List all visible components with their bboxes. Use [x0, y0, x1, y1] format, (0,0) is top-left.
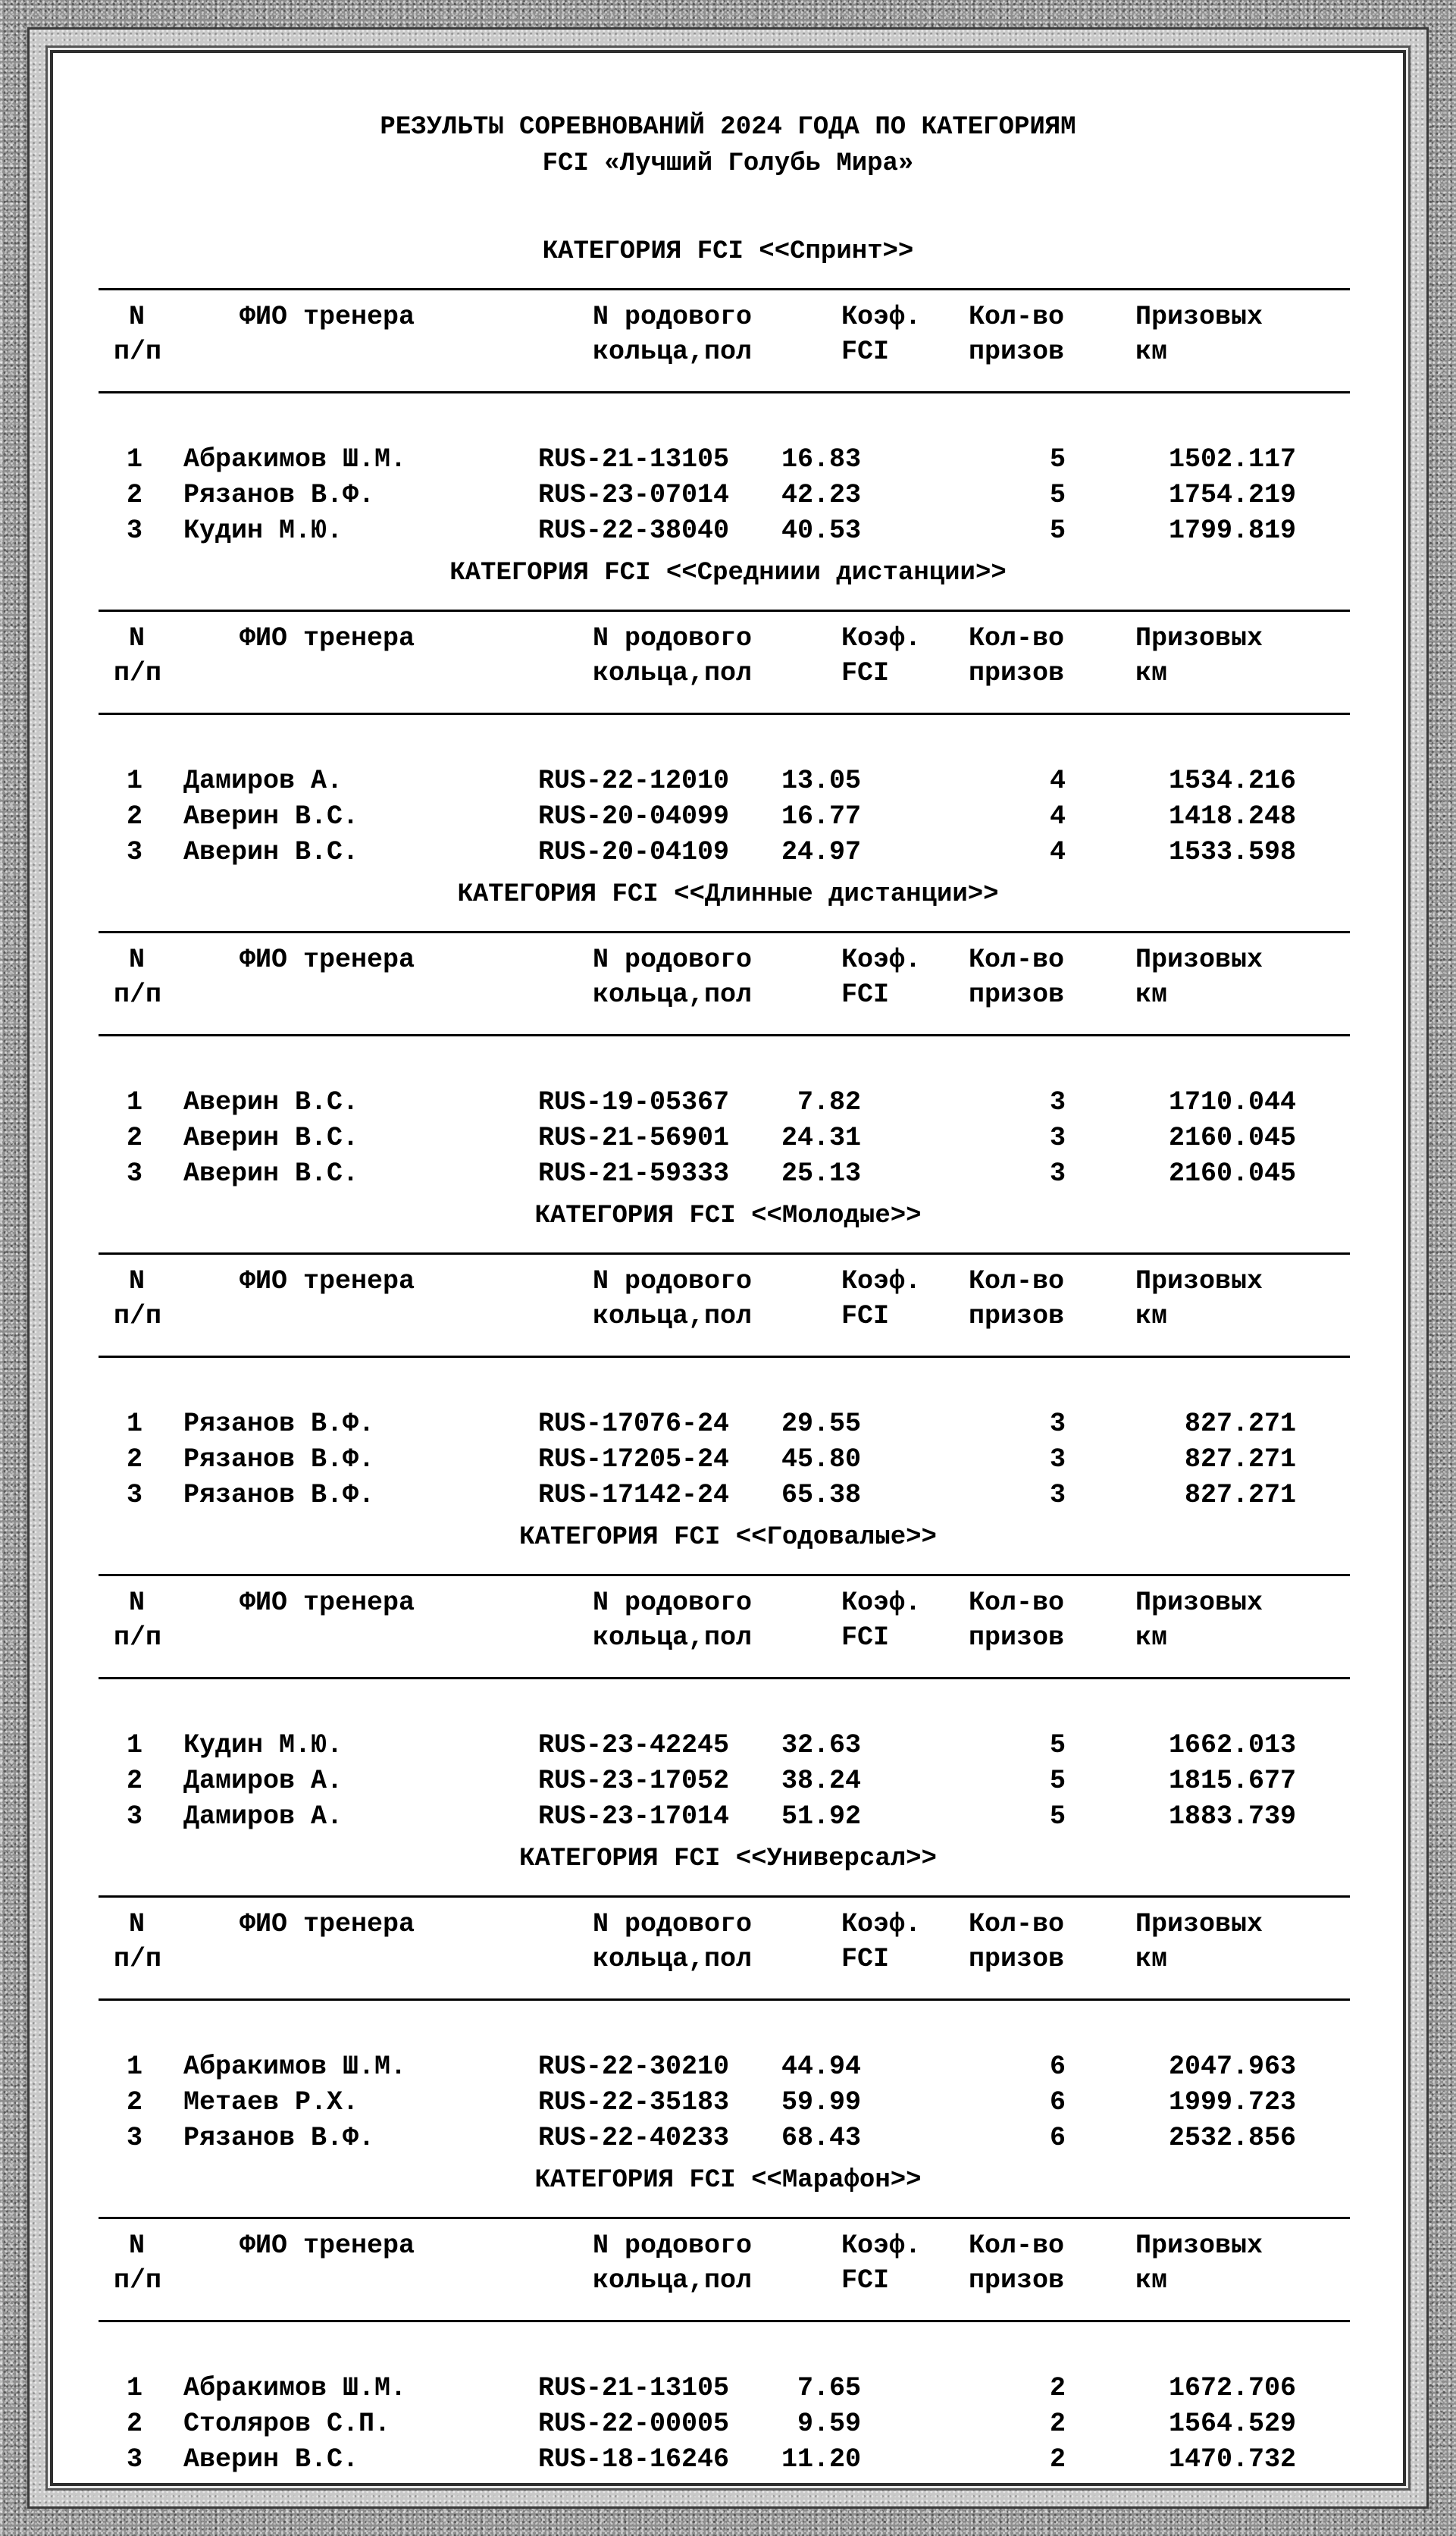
- header-bottom-rule: [99, 2320, 1350, 2322]
- header-num-sub: п/п: [114, 1622, 162, 1653]
- header-km-sub: км: [1135, 1944, 1168, 1974]
- header-coef-sub: FCI: [841, 1301, 890, 1331]
- row-number: 2: [126, 801, 142, 832]
- row-prize-count: 5: [1049, 516, 1066, 546]
- category-section: [53, 235, 1403, 556]
- header-ring-sub: кольца,пол: [593, 980, 753, 1010]
- row-fci-coef: 45.80: [781, 1444, 861, 1475]
- header-top-rule: [99, 1252, 1350, 1255]
- row-number: 1: [126, 2373, 142, 2403]
- row-fci-coef: 24.31: [781, 1123, 861, 1153]
- category-title: КАТЕГОРИЯ FCI <<Марафон>>: [534, 2166, 922, 2195]
- header-km: Призовых: [1135, 302, 1263, 332]
- header-coef: Коэф.: [841, 2230, 922, 2261]
- row-ring-number: RUS-23-17052: [538, 1766, 730, 1796]
- header-km: Призовых: [1135, 1909, 1263, 1939]
- row-prize-km: 1999.723: [1168, 2087, 1296, 2118]
- row-prize-km: 2160.045: [1168, 1158, 1296, 1189]
- row-trainer-name: Абракимов Ш.М.: [183, 2052, 407, 2082]
- row-trainer-name: Рязанов В.Ф.: [183, 1409, 375, 1439]
- row-number: 1: [126, 444, 142, 475]
- row-prize-count: 5: [1049, 1730, 1066, 1760]
- header-km: Призовых: [1135, 623, 1263, 654]
- row-trainer-name: Кудин М.Ю.: [183, 516, 343, 546]
- header-coef-sub: FCI: [841, 337, 890, 367]
- row-prize-count: 2: [1049, 2409, 1066, 2439]
- header-top-rule: [99, 1574, 1350, 1576]
- header-coef-sub: FCI: [841, 658, 890, 688]
- row-trainer-name: Рязанов В.Ф.: [183, 1444, 375, 1475]
- title-line-1: РЕЗУЛЬТЫ СОРЕВНОВАНИЙ 2024 ГОДА ПО КАТЕГОРИЯМ: [380, 113, 1076, 142]
- row-prize-count: 4: [1049, 801, 1066, 832]
- row-number: 2: [126, 1123, 142, 1153]
- row-fci-coef: 44.94: [781, 2052, 861, 2082]
- row-prize-count: 6: [1049, 2123, 1066, 2153]
- header-top-rule: [99, 931, 1350, 933]
- header-coef-sub: FCI: [841, 1944, 890, 1974]
- header-bottom-rule: [99, 1677, 1350, 1679]
- header-prizes-sub: призов: [969, 337, 1065, 367]
- header-coef: Коэф.: [841, 1588, 922, 1618]
- row-prize-count: 5: [1049, 444, 1066, 475]
- row-number: 3: [126, 837, 142, 867]
- header-km-sub: км: [1135, 980, 1168, 1010]
- row-ring-number: RUS-21-13105: [538, 2373, 730, 2403]
- row-fci-coef: 51.92: [781, 1801, 861, 1832]
- header-top-rule: [99, 610, 1350, 612]
- header-ring: N родового: [593, 623, 753, 654]
- row-ring-number: RUS-23-42245: [538, 1730, 730, 1760]
- row-trainer-name: Кудин М.Ю.: [183, 1730, 343, 1760]
- header-ring-sub: кольца,пол: [593, 2265, 753, 2296]
- row-prize-km: 827.271: [1184, 1480, 1296, 1510]
- header-prizes-sub: призов: [969, 1944, 1065, 1974]
- header-top-rule: [99, 1895, 1350, 1898]
- row-number: 1: [126, 766, 142, 796]
- header-ring-sub: кольца,пол: [593, 1622, 753, 1653]
- header-name: ФИО тренера: [240, 2230, 415, 2261]
- header-name: ФИО тренера: [240, 945, 415, 975]
- row-ring-number: RUS-21-59333: [538, 1158, 730, 1189]
- header-coef: Коэф.: [841, 1266, 922, 1296]
- header-ring: N родового: [593, 1588, 753, 1618]
- row-number: 1: [126, 1409, 142, 1439]
- header-bottom-rule: [99, 713, 1350, 715]
- row-prize-count: 3: [1049, 1087, 1066, 1118]
- header-num: N: [129, 1588, 146, 1618]
- header-coef: Коэф.: [841, 945, 922, 975]
- row-number: 1: [126, 1087, 142, 1118]
- category-title: КАТЕГОРИЯ FCI <<Молодые>>: [534, 1202, 922, 1230]
- row-fci-coef: 65.38: [781, 1480, 861, 1510]
- row-prize-count: 2: [1049, 2373, 1066, 2403]
- header-ring-sub: кольца,пол: [593, 658, 753, 688]
- row-ring-number: RUS-23-17014: [538, 1801, 730, 1832]
- row-number: 3: [126, 1801, 142, 1832]
- row-ring-number: RUS-20-04109: [538, 837, 730, 867]
- category-title: КАТЕГОРИЯ FCI <<Универсал>>: [519, 1845, 937, 1873]
- header-num: N: [129, 302, 146, 332]
- row-fci-coef: 16.77: [781, 801, 861, 832]
- row-prize-km: 1534.216: [1168, 766, 1296, 796]
- header-coef: Коэф.: [841, 623, 922, 654]
- row-fci-coef: 11.20: [781, 2444, 861, 2475]
- row-number: 3: [126, 1480, 142, 1510]
- row-prize-km: 1883.739: [1168, 1801, 1296, 1832]
- header-num-sub: п/п: [114, 337, 162, 367]
- header-coef-sub: FCI: [841, 1622, 890, 1653]
- header-name: ФИО тренера: [240, 623, 415, 654]
- row-trainer-name: Аверин В.С.: [183, 801, 359, 832]
- header-ring: N родового: [593, 302, 753, 332]
- row-fci-coef: 68.43: [781, 2123, 861, 2153]
- header-coef-sub: FCI: [841, 2265, 890, 2296]
- header-ring-sub: кольца,пол: [593, 1301, 753, 1331]
- row-ring-number: RUS-23-07014: [538, 480, 730, 510]
- header-bottom-rule: [99, 1356, 1350, 1358]
- header-num-sub: п/п: [114, 1301, 162, 1331]
- row-ring-number: RUS-20-04099: [538, 801, 730, 832]
- category-section: [53, 1199, 1403, 1521]
- header-km-sub: км: [1135, 1622, 1168, 1653]
- header-bottom-rule: [99, 391, 1350, 393]
- row-number: 2: [126, 1766, 142, 1796]
- row-number: 3: [126, 2444, 142, 2475]
- row-fci-coef: 16.83: [781, 444, 861, 475]
- header-ring: N родового: [593, 945, 753, 975]
- header-prizes: Кол-во: [969, 1266, 1065, 1296]
- row-trainer-name: Абракимов Ш.М.: [183, 444, 407, 475]
- header-prizes: Кол-во: [969, 1909, 1065, 1939]
- row-prize-count: 3: [1049, 1158, 1066, 1189]
- row-prize-km: 1533.598: [1168, 837, 1296, 867]
- row-fci-coef: 25.13: [781, 1158, 861, 1189]
- header-prizes: Кол-во: [969, 623, 1065, 654]
- header-km-sub: км: [1135, 658, 1168, 688]
- header-prizes-sub: призов: [969, 658, 1065, 688]
- row-fci-coef: 7.65: [797, 2373, 861, 2403]
- header-km-sub: км: [1135, 337, 1168, 367]
- row-trainer-name: Метаев Р.Х.: [183, 2087, 359, 2118]
- row-prize-count: 2: [1049, 2444, 1066, 2475]
- row-prize-km: 2160.045: [1168, 1123, 1296, 1153]
- row-ring-number: RUS-22-30210: [538, 2052, 730, 2082]
- row-prize-count: 6: [1049, 2087, 1066, 2118]
- page-title: [53, 109, 1403, 182]
- header-prizes: Кол-во: [969, 302, 1065, 332]
- row-fci-coef: 59.99: [781, 2087, 861, 2118]
- row-fci-coef: 42.23: [781, 480, 861, 510]
- row-prize-km: 1470.732: [1168, 2444, 1296, 2475]
- row-trainer-name: Аверин В.С.: [183, 1158, 359, 1189]
- header-num: N: [129, 945, 146, 975]
- row-ring-number: RUS-22-40233: [538, 2123, 730, 2153]
- header-prizes: Кол-во: [969, 1588, 1065, 1618]
- row-prize-count: 6: [1049, 2052, 1066, 2082]
- row-trainer-name: Аверин В.С.: [183, 1087, 359, 1118]
- header-km-sub: км: [1135, 1301, 1168, 1331]
- category-section: [53, 556, 1403, 878]
- header-ring: N родового: [593, 1266, 753, 1296]
- row-number: 2: [126, 480, 142, 510]
- header-coef: Коэф.: [841, 1909, 922, 1939]
- row-prize-km: 827.271: [1184, 1409, 1296, 1439]
- row-prize-km: 1754.219: [1168, 480, 1296, 510]
- header-km: Призовых: [1135, 945, 1263, 975]
- row-trainer-name: Рязанов В.Ф.: [183, 2123, 375, 2153]
- header-num-sub: п/п: [114, 980, 162, 1010]
- header-name: ФИО тренера: [240, 1909, 415, 1939]
- category-title: КАТЕГОРИЯ FCI <<Годовалые>>: [519, 1523, 937, 1552]
- row-trainer-name: Дамиров А.: [183, 766, 343, 796]
- row-prize-count: 3: [1049, 1409, 1066, 1439]
- row-fci-coef: 9.59: [797, 2409, 861, 2439]
- document-page: [50, 50, 1406, 2486]
- header-num-sub: п/п: [114, 658, 162, 688]
- row-ring-number: RUS-22-12010: [538, 766, 730, 796]
- row-trainer-name: Аверин В.С.: [183, 837, 359, 867]
- header-coef: Коэф.: [841, 302, 922, 332]
- row-ring-number: RUS-22-35183: [538, 2087, 730, 2118]
- header-km: Призовых: [1135, 1588, 1263, 1618]
- header-ring-sub: кольца,пол: [593, 337, 753, 367]
- header-coef-sub: FCI: [841, 980, 890, 1010]
- row-trainer-name: Рязанов В.Ф.: [183, 480, 375, 510]
- row-ring-number: RUS-17142-24: [538, 1480, 730, 1510]
- row-prize-count: 3: [1049, 1480, 1066, 1510]
- row-trainer-name: Дамиров А.: [183, 1801, 343, 1832]
- row-number: 3: [126, 516, 142, 546]
- header-name: ФИО тренера: [240, 1588, 415, 1618]
- header-name: ФИО тренера: [240, 302, 415, 332]
- title-line-2: FCI «Лучший Голубь Мира»: [542, 149, 914, 178]
- header-num: N: [129, 1909, 146, 1939]
- header-num: N: [129, 623, 146, 654]
- row-prize-count: 5: [1049, 480, 1066, 510]
- row-trainer-name: Столяров С.П.: [183, 2409, 391, 2439]
- row-prize-count: 3: [1049, 1123, 1066, 1153]
- row-number: 2: [126, 1444, 142, 1475]
- category-section: [53, 878, 1403, 1199]
- category-section: [53, 2164, 1403, 2485]
- row-trainer-name: Аверин В.С.: [183, 2444, 359, 2475]
- row-number: 3: [126, 2123, 142, 2153]
- header-prizes: Кол-во: [969, 2230, 1065, 2261]
- header-name: ФИО тренера: [240, 1266, 415, 1296]
- header-km: Призовых: [1135, 2230, 1263, 2261]
- header-top-rule: [99, 288, 1350, 290]
- row-trainer-name: Рязанов В.Ф.: [183, 1480, 375, 1510]
- row-ring-number: RUS-22-00005: [538, 2409, 730, 2439]
- row-fci-coef: 24.97: [781, 837, 861, 867]
- header-prizes-sub: призов: [969, 980, 1065, 1010]
- row-prize-km: 1662.013: [1168, 1730, 1296, 1760]
- row-prize-km: 1710.044: [1168, 1087, 1296, 1118]
- row-prize-count: 4: [1049, 766, 1066, 796]
- header-ring: N родового: [593, 1909, 753, 1939]
- header-prizes: Кол-во: [969, 945, 1065, 975]
- row-number: 2: [126, 2087, 142, 2118]
- row-fci-coef: 29.55: [781, 1409, 861, 1439]
- row-prize-km: 1799.819: [1168, 516, 1296, 546]
- header-num: N: [129, 1266, 146, 1296]
- header-num-sub: п/п: [114, 2265, 162, 2296]
- row-fci-coef: 7.82: [797, 1087, 861, 1118]
- header-bottom-rule: [99, 1034, 1350, 1036]
- row-ring-number: RUS-22-38040: [538, 516, 730, 546]
- row-fci-coef: 40.53: [781, 516, 861, 546]
- row-prize-km: 827.271: [1184, 1444, 1296, 1475]
- row-ring-number: RUS-21-13105: [538, 444, 730, 475]
- row-prize-km: 1672.706: [1168, 2373, 1296, 2403]
- header-top-rule: [99, 2217, 1350, 2219]
- header-km: Призовых: [1135, 1266, 1263, 1296]
- row-prize-km: 1815.677: [1168, 1766, 1296, 1796]
- category-section: [53, 1842, 1403, 2164]
- category-title: КАТЕГОРИЯ FCI <<Спринт>>: [542, 237, 914, 266]
- row-trainer-name: Абракимов Ш.М.: [183, 2373, 407, 2403]
- header-ring-sub: кольца,пол: [593, 1944, 753, 1974]
- row-prize-km: 1564.529: [1168, 2409, 1296, 2439]
- header-ring: N родового: [593, 2230, 753, 2261]
- row-trainer-name: Дамиров А.: [183, 1766, 343, 1796]
- category-title: КАТЕГОРИЯ FCI <<Длинные дистанции>>: [457, 880, 999, 909]
- row-ring-number: RUS-17205-24: [538, 1444, 730, 1475]
- row-prize-count: 4: [1049, 837, 1066, 867]
- row-number: 1: [126, 1730, 142, 1760]
- row-prize-km: 2532.856: [1168, 2123, 1296, 2153]
- row-ring-number: RUS-18-16246: [538, 2444, 730, 2475]
- row-ring-number: RUS-21-56901: [538, 1123, 730, 1153]
- row-prize-km: 1418.248: [1168, 801, 1296, 832]
- header-prizes-sub: призов: [969, 1622, 1065, 1653]
- row-prize-count: 5: [1049, 1766, 1066, 1796]
- row-number: 3: [126, 1158, 142, 1189]
- row-fci-coef: 38.24: [781, 1766, 861, 1796]
- category-title: КАТЕГОРИЯ FCI <<Средниии дистанции>>: [449, 559, 1007, 588]
- header-prizes-sub: призов: [969, 1301, 1065, 1331]
- header-num-sub: п/п: [114, 1944, 162, 1974]
- row-fci-coef: 13.05: [781, 766, 861, 796]
- header-num: N: [129, 2230, 146, 2261]
- header-km-sub: км: [1135, 2265, 1168, 2296]
- row-prize-count: 3: [1049, 1444, 1066, 1475]
- row-trainer-name: Аверин В.С.: [183, 1123, 359, 1153]
- row-fci-coef: 32.63: [781, 1730, 861, 1760]
- row-number: 2: [126, 2409, 142, 2439]
- row-ring-number: RUS-17076-24: [538, 1409, 730, 1439]
- row-prize-km: 2047.963: [1168, 2052, 1296, 2082]
- row-prize-count: 5: [1049, 1801, 1066, 1832]
- row-ring-number: RUS-19-05367: [538, 1087, 730, 1118]
- category-section: [53, 1521, 1403, 1842]
- row-number: 1: [126, 2052, 142, 2082]
- header-prizes-sub: призов: [969, 2265, 1065, 2296]
- row-prize-km: 1502.117: [1168, 444, 1296, 475]
- header-bottom-rule: [99, 1998, 1350, 2001]
